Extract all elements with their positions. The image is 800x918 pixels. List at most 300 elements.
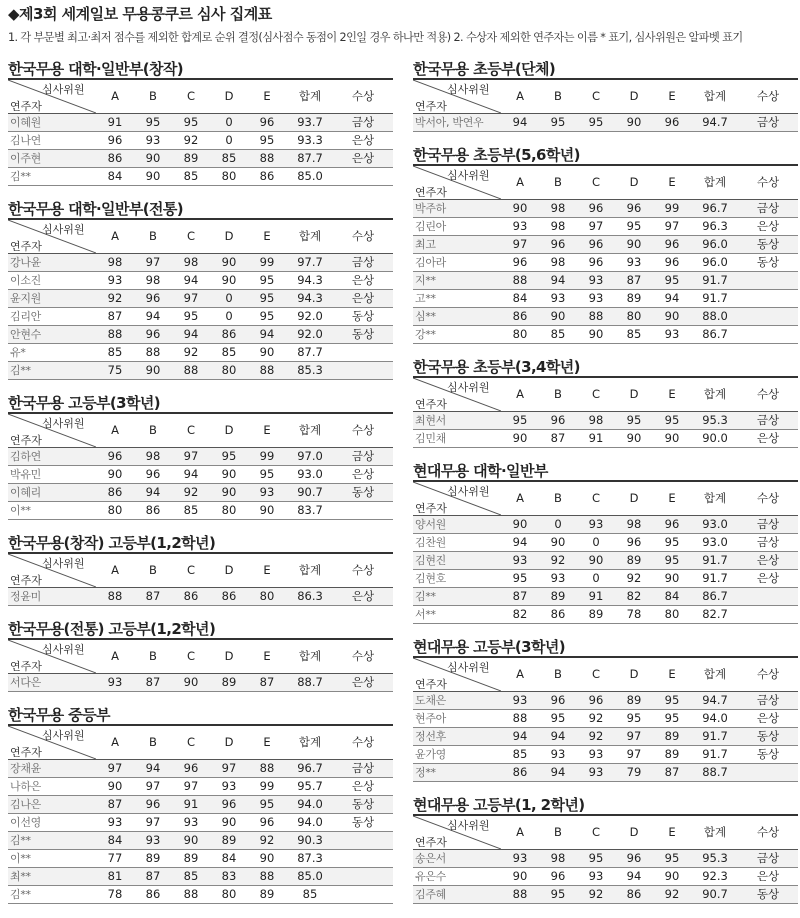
section-title: 현대무용 고등부(3학년) xyxy=(413,638,565,656)
score-b: 87 xyxy=(145,675,161,689)
score-e: 89 xyxy=(259,887,275,901)
score-a: 88 xyxy=(512,711,528,725)
total-header: 합계 xyxy=(298,563,322,577)
judge-a-header: A xyxy=(516,89,524,103)
total-score: 93.3 xyxy=(297,133,323,147)
performer-label: 연주자 xyxy=(415,502,447,515)
score-b: 87 xyxy=(550,431,566,445)
total-score: 83.7 xyxy=(297,503,323,517)
judge-a-header: A xyxy=(111,423,119,437)
award: 금상 xyxy=(756,517,780,531)
score-e: 88 xyxy=(259,869,275,883)
total-score: 94.3 xyxy=(297,291,323,305)
score-b: 87 xyxy=(145,869,161,883)
award: 은상 xyxy=(756,431,780,445)
award: 금상 xyxy=(351,255,375,269)
score-c: 0 xyxy=(592,571,600,585)
score-b: 86 xyxy=(145,887,161,901)
score-c: 97 xyxy=(183,449,199,463)
total-score: 96.7 xyxy=(297,761,323,775)
score-d: 90 xyxy=(221,467,237,481)
score-c: 91 xyxy=(588,431,604,445)
score-a: 90 xyxy=(512,201,528,215)
performer-name: 김** xyxy=(10,364,31,377)
score-b: 94 xyxy=(145,485,161,499)
table-row xyxy=(413,516,798,534)
award: 금상 xyxy=(351,449,375,463)
total-score: 96.3 xyxy=(702,219,728,233)
score-a: 85 xyxy=(512,747,528,761)
score-e: 88 xyxy=(259,363,275,377)
judge-b-header: B xyxy=(149,89,157,103)
total-score: 90.0 xyxy=(702,431,728,445)
score-c: 92 xyxy=(588,729,604,743)
score-e: 89 xyxy=(664,747,680,761)
table-row xyxy=(8,308,393,326)
table-row xyxy=(413,570,798,588)
score-d: 95 xyxy=(626,219,642,233)
award: 금상 xyxy=(351,761,375,775)
table-header xyxy=(413,78,798,114)
total-score: 96.7 xyxy=(702,201,728,215)
score-e: 95 xyxy=(664,711,680,725)
judge-d-header: D xyxy=(629,175,639,189)
score-d: 86 xyxy=(626,887,642,901)
judge-b-header: B xyxy=(149,649,157,663)
total-score: 88.7 xyxy=(702,765,728,779)
performer-name: 김찬원 xyxy=(415,536,446,549)
score-d: 95 xyxy=(626,413,642,427)
section-title: 현대무용 대학·일반부 xyxy=(413,462,548,480)
table-row xyxy=(8,778,393,796)
score-c: 96 xyxy=(183,761,199,775)
total-score: 94.0 xyxy=(297,797,323,811)
award-header: 수상 xyxy=(756,667,780,681)
performer-name: 김** xyxy=(10,170,31,183)
total-score: 91.7 xyxy=(702,729,728,743)
total-score: 91.7 xyxy=(702,291,728,305)
score-a: 88 xyxy=(512,273,528,287)
score-a: 80 xyxy=(512,327,528,341)
table-row xyxy=(413,236,798,254)
score-c: 96 xyxy=(588,201,604,215)
score-c: 97 xyxy=(588,219,604,233)
score-c: 93 xyxy=(588,273,604,287)
score-a: 88 xyxy=(107,327,123,341)
award: 은상 xyxy=(756,869,780,883)
performer-name: 김현진 xyxy=(415,554,446,567)
total-header: 합계 xyxy=(298,423,322,437)
score-b: 85 xyxy=(550,327,566,341)
score-e: 90 xyxy=(664,869,680,883)
score-a: 94 xyxy=(512,115,528,129)
award-header: 수상 xyxy=(351,563,375,577)
score-d: 0 xyxy=(225,309,233,323)
score-e: 93 xyxy=(664,327,680,341)
table-header xyxy=(413,814,798,850)
score-b: 90 xyxy=(145,363,161,377)
performer-name: 안현수 xyxy=(10,328,41,341)
score-a: 84 xyxy=(512,291,528,305)
performer-label: 연주자 xyxy=(415,398,447,411)
score-c: 96 xyxy=(588,693,604,707)
judge-e-header: E xyxy=(263,649,271,663)
score-c: 89 xyxy=(183,151,199,165)
judge-b-header: B xyxy=(149,563,157,577)
performer-name: 정** xyxy=(415,766,436,779)
total-score: 86.7 xyxy=(702,589,728,603)
score-d: 89 xyxy=(626,693,642,707)
score-e: 96 xyxy=(259,815,275,829)
judge-e-header: E xyxy=(668,825,676,839)
score-e: 93 xyxy=(259,485,275,499)
table-header xyxy=(8,78,393,114)
table-row xyxy=(8,448,393,466)
score-b: 97 xyxy=(145,255,161,269)
table-row xyxy=(8,168,393,186)
award: 동상 xyxy=(351,815,375,829)
award: 금상 xyxy=(756,413,780,427)
score-b: 88 xyxy=(145,345,161,359)
judges-label: 심사위원 xyxy=(447,819,490,832)
score-c: 95 xyxy=(183,309,199,323)
judge-a-header: A xyxy=(111,649,119,663)
score-a: 93 xyxy=(107,273,123,287)
score-e: 92 xyxy=(664,887,680,901)
score-e: 90 xyxy=(259,345,275,359)
judges-label: 심사위원 xyxy=(447,661,490,674)
performer-name: 이** xyxy=(10,852,31,865)
score-a: 82 xyxy=(512,607,528,621)
score-b: 96 xyxy=(145,327,161,341)
total-header: 합계 xyxy=(703,387,727,401)
score-d: 97 xyxy=(221,761,237,775)
table-header xyxy=(8,412,393,448)
score-b: 94 xyxy=(550,273,566,287)
table-row xyxy=(8,466,393,484)
award: 동상 xyxy=(756,747,780,761)
score-b: 0 xyxy=(554,517,562,531)
score-b: 86 xyxy=(145,503,161,517)
score-b: 89 xyxy=(145,851,161,865)
total-score: 87.3 xyxy=(297,851,323,865)
table-row xyxy=(413,308,798,326)
score-d: 89 xyxy=(221,833,237,847)
judge-b-header: B xyxy=(554,89,562,103)
award: 은상 xyxy=(756,219,780,233)
score-c: 90 xyxy=(183,833,199,847)
performer-name: 김주혜 xyxy=(415,888,446,901)
award xyxy=(739,606,797,623)
judges-label: 심사위원 xyxy=(42,729,85,742)
score-a: 94 xyxy=(512,729,528,743)
performer-name: 장채윤 xyxy=(10,762,41,775)
score-b: 98 xyxy=(550,201,566,215)
award-header: 수상 xyxy=(351,229,375,243)
award-header: 수상 xyxy=(756,491,780,505)
score-c: 85 xyxy=(183,869,199,883)
score-c: 93 xyxy=(588,765,604,779)
score-c: 98 xyxy=(588,413,604,427)
score-c: 92 xyxy=(183,345,199,359)
score-b: 89 xyxy=(550,589,566,603)
judge-e-header: E xyxy=(668,89,676,103)
table-row xyxy=(413,534,798,552)
judge-c-header: C xyxy=(591,89,601,103)
score-c: 91 xyxy=(588,589,604,603)
score-e: 95 xyxy=(664,553,680,567)
score-a: 96 xyxy=(107,133,123,147)
total-score: 94.7 xyxy=(702,693,728,707)
award: 은상 xyxy=(756,711,780,725)
score-b: 93 xyxy=(145,133,161,147)
award: 금상 xyxy=(756,535,780,549)
total-score: 94.7 xyxy=(702,115,728,129)
total-score: 91.7 xyxy=(702,747,728,761)
judge-c-header: C xyxy=(591,175,601,189)
performer-name: 김** xyxy=(10,888,31,901)
judge-d-header: D xyxy=(224,229,234,243)
score-c: 92 xyxy=(588,887,604,901)
score-c: 94 xyxy=(183,327,199,341)
table-row xyxy=(8,132,393,150)
score-d: 0 xyxy=(225,291,233,305)
score-e: 90 xyxy=(664,571,680,585)
score-a: 84 xyxy=(107,833,123,847)
score-b: 86 xyxy=(550,607,566,621)
score-e: 95 xyxy=(259,291,275,305)
score-c: 88 xyxy=(183,887,199,901)
table-row xyxy=(8,502,393,520)
judge-b-header: B xyxy=(554,387,562,401)
score-e: 95 xyxy=(259,273,275,287)
table-row xyxy=(413,868,798,886)
score-table-section xyxy=(413,796,798,904)
score-d: 85 xyxy=(626,327,642,341)
table-body xyxy=(413,850,798,904)
award-header: 수상 xyxy=(351,423,375,437)
score-b: 96 xyxy=(145,291,161,305)
score-a: 87 xyxy=(512,589,528,603)
score-c: 90 xyxy=(183,675,199,689)
score-d: 85 xyxy=(221,345,237,359)
award: 은상 xyxy=(351,273,375,287)
performer-label: 연주자 xyxy=(10,660,42,673)
total-score: 93.7 xyxy=(297,115,323,129)
score-c: 97 xyxy=(183,291,199,305)
score-c: 93 xyxy=(183,815,199,829)
total-score: 86.7 xyxy=(702,327,728,341)
table-row xyxy=(8,484,393,502)
table-row xyxy=(8,760,393,778)
judge-e-header: E xyxy=(668,491,676,505)
judge-e-header: E xyxy=(263,423,271,437)
score-a: 75 xyxy=(107,363,123,377)
score-e: 95 xyxy=(259,309,275,323)
score-a: 90 xyxy=(107,467,123,481)
score-d: 80 xyxy=(221,363,237,377)
total-score: 96.0 xyxy=(702,255,728,269)
table-header xyxy=(8,218,393,254)
total-score: 85.0 xyxy=(297,869,323,883)
award: 동상 xyxy=(351,797,375,811)
performer-name: 김나연 xyxy=(10,134,41,147)
score-a: 84 xyxy=(107,169,123,183)
score-b: 98 xyxy=(550,851,566,865)
judge-a-header: A xyxy=(111,735,119,749)
award-header: 수상 xyxy=(351,649,375,663)
table-row xyxy=(8,362,393,380)
score-d: 96 xyxy=(626,201,642,215)
total-header: 합계 xyxy=(298,89,322,103)
award xyxy=(739,326,797,343)
score-d: 90 xyxy=(221,255,237,269)
table-row xyxy=(413,430,798,448)
score-d: 86 xyxy=(221,589,237,603)
award xyxy=(334,502,392,519)
total-score: 92.0 xyxy=(297,309,323,323)
table-row xyxy=(413,588,798,606)
performer-label: 연주자 xyxy=(415,836,447,849)
score-d: 80 xyxy=(221,169,237,183)
score-b: 98 xyxy=(145,273,161,287)
table-row xyxy=(8,114,393,132)
table-row xyxy=(413,412,798,430)
section-title: 한국무용 초등부(3,4학년) xyxy=(413,358,580,376)
score-b: 96 xyxy=(550,413,566,427)
score-b: 90 xyxy=(145,151,161,165)
performer-label: 연주자 xyxy=(10,240,42,253)
score-e: 88 xyxy=(259,761,275,775)
total-score: 95.3 xyxy=(702,851,728,865)
award-header: 수상 xyxy=(756,89,780,103)
section-title: 한국무용 초등부(5,6학년) xyxy=(413,146,580,164)
table-header xyxy=(413,480,798,516)
score-d: 93 xyxy=(626,255,642,269)
total-header: 합계 xyxy=(703,89,727,103)
judge-d-header: D xyxy=(629,825,639,839)
score-d: 98 xyxy=(626,517,642,531)
page-note: 1. 각 부문별 최고·최저 점수를 제외한 합계로 순위 결정(심사점수 동점이 2인일 경우 하나만 적용) 2. 수상자 제외한 연주자는 이름 * 표기, 심사위원은 알파벳 표기 xyxy=(8,31,743,44)
judges-label: 심사위원 xyxy=(447,83,490,96)
score-e: 88 xyxy=(259,151,275,165)
judge-a-header: A xyxy=(516,387,524,401)
score-c: 86 xyxy=(183,589,199,603)
score-e: 87 xyxy=(664,765,680,779)
score-a: 86 xyxy=(512,309,528,323)
judges-label: 심사위원 xyxy=(447,169,490,182)
score-c: 92 xyxy=(183,133,199,147)
score-a: 96 xyxy=(512,255,528,269)
score-table-section xyxy=(8,394,393,520)
score-b: 94 xyxy=(550,765,566,779)
score-e: 90 xyxy=(664,309,680,323)
performer-name: 이선영 xyxy=(10,816,41,829)
judge-d-header: D xyxy=(629,89,639,103)
award: 금상 xyxy=(756,115,780,129)
performer-name: 도채은 xyxy=(415,694,446,707)
score-c: 89 xyxy=(588,607,604,621)
score-b: 95 xyxy=(550,887,566,901)
score-table-section xyxy=(8,706,393,904)
score-e: 99 xyxy=(664,201,680,215)
score-d: 93 xyxy=(221,779,237,793)
score-d: 90 xyxy=(221,815,237,829)
score-c: 95 xyxy=(183,115,199,129)
performer-name: 최** xyxy=(10,870,31,883)
table-row xyxy=(413,552,798,570)
score-e: 95 xyxy=(664,273,680,287)
judge-c-header: C xyxy=(186,229,196,243)
score-a: 90 xyxy=(512,869,528,883)
performer-name: 최고 xyxy=(415,238,436,251)
judge-b-header: B xyxy=(554,825,562,839)
performer-name: 이혜원 xyxy=(10,116,41,129)
table-body xyxy=(8,674,393,692)
award: 은상 xyxy=(351,151,375,165)
judge-b-header: B xyxy=(149,735,157,749)
score-b: 98 xyxy=(550,255,566,269)
score-table-section xyxy=(8,60,393,186)
score-a: 85 xyxy=(107,345,123,359)
award: 금상 xyxy=(756,201,780,215)
score-c: 96 xyxy=(588,237,604,251)
score-b: 96 xyxy=(145,797,161,811)
award: 동상 xyxy=(351,327,375,341)
page-title: ◆제3회 세계일보 무용콩쿠르 심사 집계표 xyxy=(8,5,272,23)
judge-c-header: C xyxy=(186,423,196,437)
score-c: 93 xyxy=(588,747,604,761)
score-d: 89 xyxy=(626,291,642,305)
total-score: 87.7 xyxy=(297,345,323,359)
total-score: 91.7 xyxy=(702,273,728,287)
judge-a-header: A xyxy=(111,229,119,243)
score-a: 87 xyxy=(107,797,123,811)
score-c: 90 xyxy=(588,327,604,341)
score-c: 93 xyxy=(588,291,604,305)
score-e: 87 xyxy=(259,675,275,689)
table-row xyxy=(8,272,393,290)
judge-c-header: C xyxy=(591,825,601,839)
score-a: 86 xyxy=(107,485,123,499)
score-e: 95 xyxy=(664,413,680,427)
score-b: 90 xyxy=(145,169,161,183)
judge-d-header: D xyxy=(224,649,234,663)
score-b: 96 xyxy=(145,467,161,481)
score-d: 83 xyxy=(221,869,237,883)
judge-d-header: D xyxy=(224,735,234,749)
table-row xyxy=(413,850,798,868)
score-a: 93 xyxy=(512,851,528,865)
score-a: 95 xyxy=(512,413,528,427)
judges-label: 심사위원 xyxy=(42,643,85,656)
score-e: 99 xyxy=(259,255,275,269)
judge-b-header: B xyxy=(149,229,157,243)
award xyxy=(334,868,392,885)
table-header xyxy=(413,376,798,412)
score-b: 93 xyxy=(145,833,161,847)
score-e: 80 xyxy=(259,589,275,603)
table-body xyxy=(413,114,798,132)
judge-c-header: C xyxy=(186,649,196,663)
score-a: 77 xyxy=(107,851,123,865)
score-d: 80 xyxy=(221,503,237,517)
award-header: 수상 xyxy=(756,175,780,189)
table-row xyxy=(413,200,798,218)
table-row xyxy=(8,674,393,692)
table-body xyxy=(8,254,393,380)
judge-b-header: B xyxy=(554,667,562,681)
